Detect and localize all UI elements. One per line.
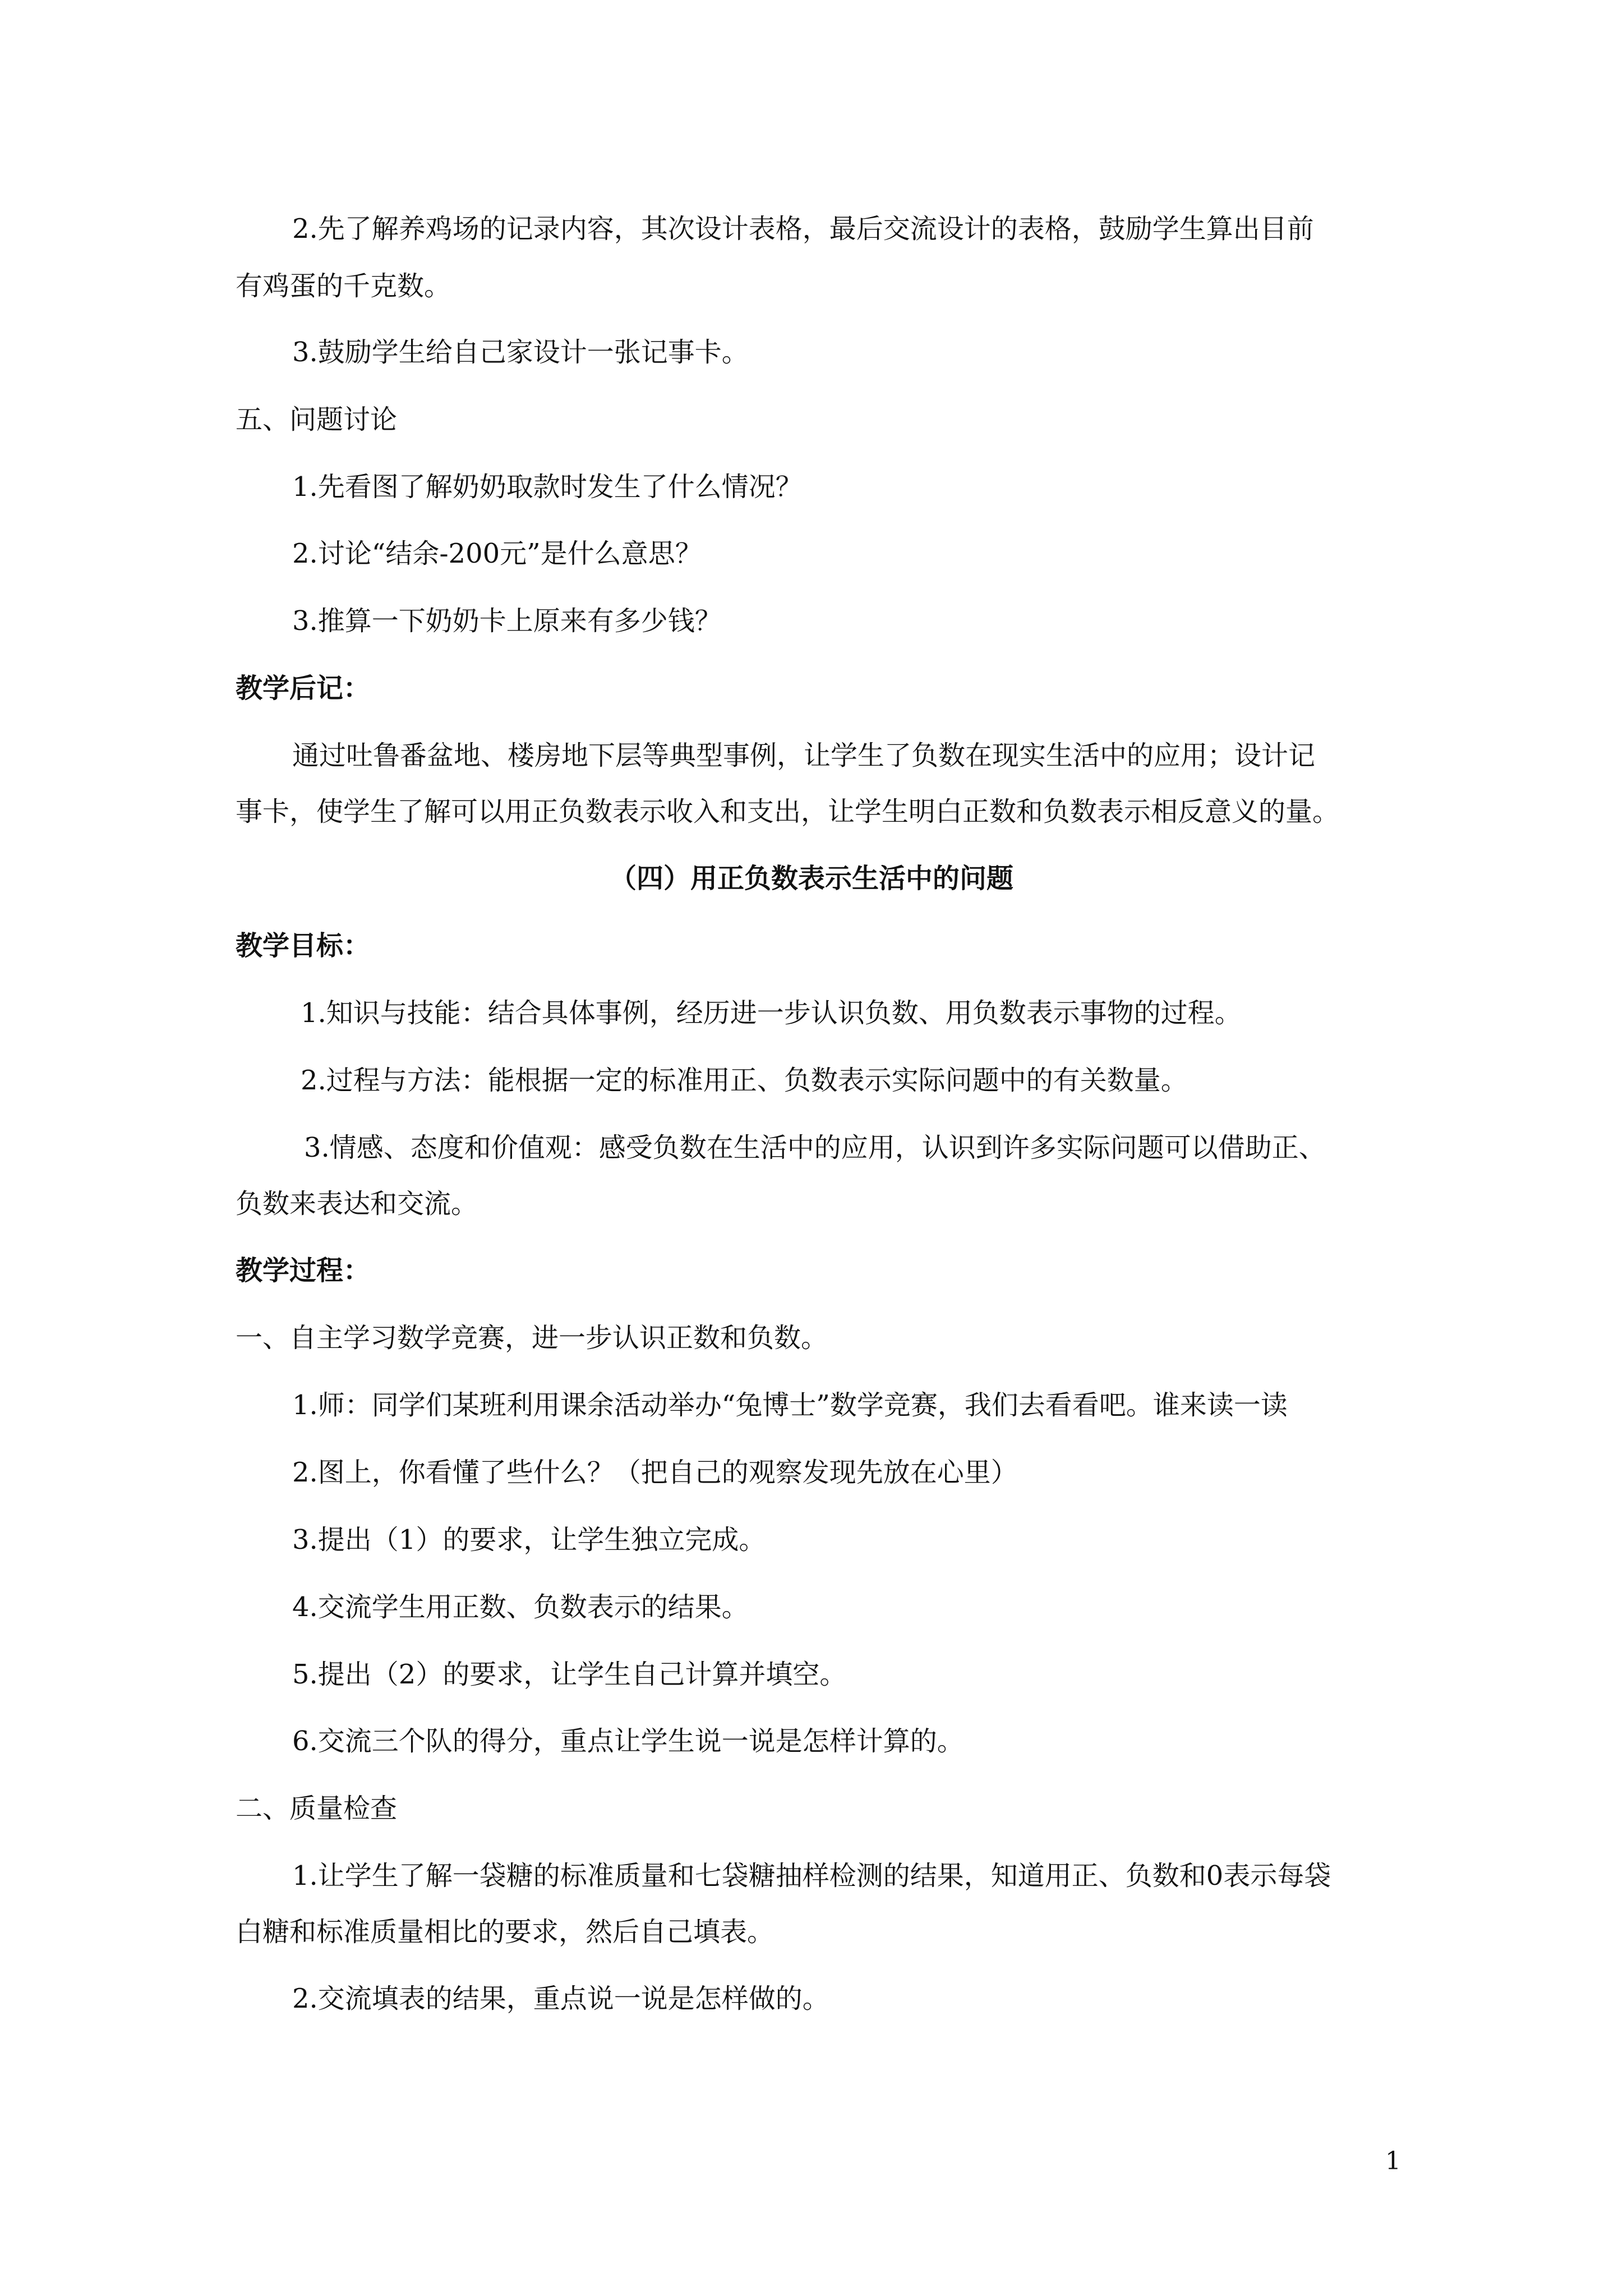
list-item: 2.过程与方法：能根据一定的标准用正、负数表示实际问题中的有关数量。	[301, 1065, 1188, 1096]
list-item: 6.交流三个队的得分，重点让学生说一说是怎样计算的。	[292, 1726, 964, 1757]
paragraph-line: 事卡，使学生了解可以用正负数表示收入和支出，让学生明白正数和负数表示相反意义的量。	[236, 796, 1340, 827]
heading-teaching-notes: 教学后记：	[236, 673, 371, 704]
section-title: （四）用正负数表示生活中的问题	[609, 863, 1013, 894]
list-item: 1.师：同学们某班利用课余活动举办“兔博士”数学竞赛，我们去看看吧。谁来读一读	[292, 1389, 1288, 1421]
heading-teaching-process: 教学过程：	[236, 1255, 371, 1286]
list-item: 2.讨论“结余-200元”是什么意思？	[292, 538, 702, 569]
list-item: 1.先看图了解奶奶取款时发生了什么情况？	[292, 471, 803, 503]
list-item: 4.交流学生用正数、负数表示的结果。	[292, 1591, 749, 1623]
paragraph-line: 白糖和标准质量相比的要求，然后自己填表。	[236, 1916, 774, 1948]
list-item: 3.推算一下奶奶卡上原来有多少钱？	[292, 605, 722, 637]
section-heading: 一、自主学习数学竞赛，进一步认识正数和负数。	[236, 1322, 828, 1354]
list-item: 3.提出（1）的要求，让学生独立完成。	[292, 1524, 766, 1556]
list-item: 2.图上，你看懂了些什么？（把自己的观察发现先放在心里）	[292, 1457, 1018, 1488]
section-heading: 二、质量检查	[236, 1793, 398, 1824]
paragraph-line: 有鸡蛋的千克数。	[236, 270, 451, 302]
page-number: 1	[1385, 2147, 1401, 2175]
paragraph-line: 3.鼓励学生给自己家设计一张记事卡。	[292, 337, 749, 368]
list-item: 5.提出（2）的要求，让学生自己计算并填空。	[292, 1659, 847, 1690]
list-item: 2.交流填表的结果，重点说一说是怎样做的。	[292, 1983, 829, 2014]
paragraph-line: 通过吐鲁番盆地、楼房地下层等典型事例，让学生了负数在现实生活中的应用；设计记	[292, 740, 1316, 771]
list-item: 1.知识与技能：结合具体事例，经历进一步认识负数、用负数表示事物的过程。	[301, 997, 1242, 1029]
section-heading: 五、问题讨论	[236, 404, 398, 435]
list-item: 3.情感、态度和价值观：感受负数在生活中的应用，认识到许多实际问题可以借助正、	[304, 1132, 1326, 1163]
heading-teaching-goals: 教学目标：	[236, 930, 371, 961]
paragraph-line: 负数来表达和交流。	[236, 1188, 478, 1220]
list-item: 1.让学生了解一袋糖的标准质量和七袋糖抽样检测的结果，知道用正、负数和0表示每袋	[292, 1860, 1331, 1892]
paragraph-line: 2.先了解养鸡场的记录内容，其次设计表格，最后交流设计的表格，鼓励学生算出目前	[292, 213, 1314, 245]
